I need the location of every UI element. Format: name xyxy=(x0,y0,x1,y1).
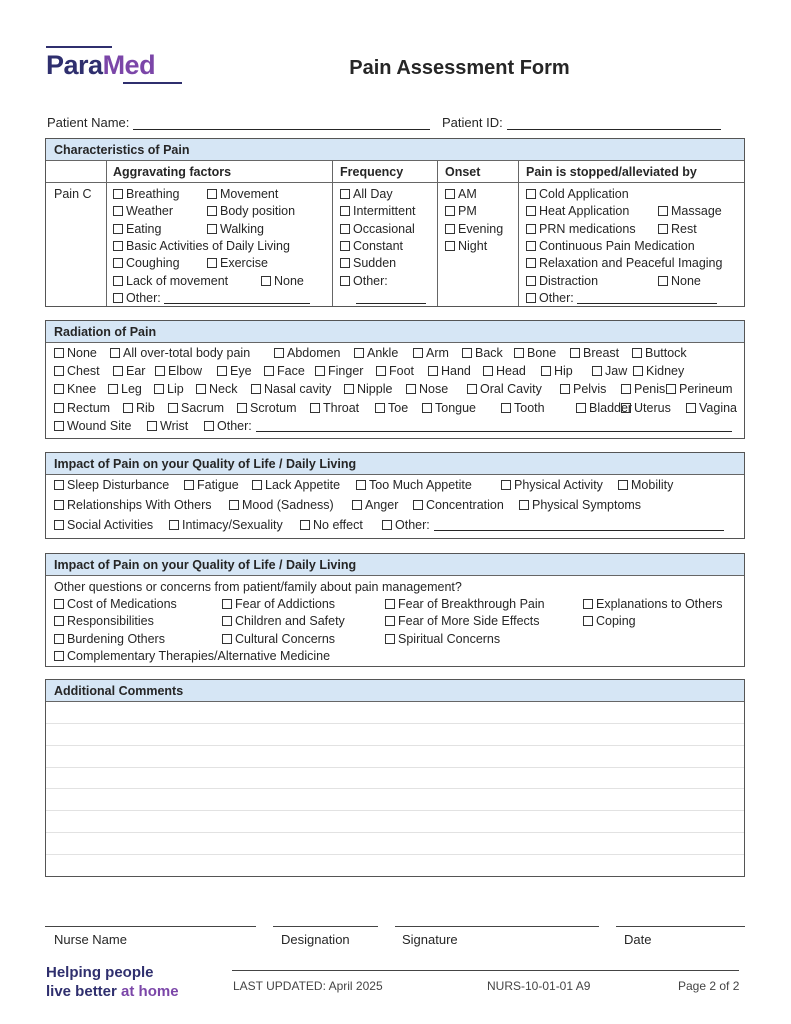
checkbox-option[interactable]: Rectum xyxy=(54,401,110,415)
checkbox-option[interactable]: Neck xyxy=(196,382,237,396)
checkbox-option[interactable]: Sacrum xyxy=(168,401,224,415)
checkbox-icon xyxy=(541,366,551,376)
checkbox-option[interactable]: Throat xyxy=(310,401,359,415)
checkbox-option[interactable]: Arm xyxy=(413,346,449,360)
other-text-field[interactable] xyxy=(434,519,724,531)
checkbox-icon xyxy=(108,384,118,394)
checkbox-option[interactable]: Fatigue xyxy=(184,478,239,492)
checkbox-icon xyxy=(526,276,536,286)
ruled-line xyxy=(46,832,744,833)
comments-section xyxy=(45,679,745,877)
checkbox-option[interactable]: Body position xyxy=(207,204,295,218)
checkbox-option[interactable]: Basic Activities of Daily Living xyxy=(113,239,290,253)
col-frequency: Frequency xyxy=(340,165,404,179)
checkbox-option[interactable]: Kidney xyxy=(633,364,684,378)
checkbox-option[interactable]: Wrist xyxy=(147,419,188,433)
checkbox-option[interactable]: Breathing xyxy=(113,187,180,201)
checkbox-icon xyxy=(428,366,438,376)
checkbox-option[interactable]: Mood (Sadness) xyxy=(229,498,334,512)
checkbox-option[interactable]: Other: xyxy=(382,518,724,532)
checkbox-option[interactable]: Continuous Pain Medication xyxy=(526,239,695,253)
checkbox-option[interactable]: Anger xyxy=(352,498,398,512)
checkbox-option[interactable]: Tooth xyxy=(501,401,545,415)
frequency-other-field[interactable] xyxy=(356,291,426,305)
checkbox-icon xyxy=(576,403,586,413)
checkbox-option[interactable]: Evening xyxy=(445,222,503,236)
checkbox-option[interactable]: Jaw xyxy=(592,364,627,378)
checkbox-option[interactable]: All over-total body pain xyxy=(110,346,250,360)
checkbox-icon xyxy=(54,634,64,644)
ruled-line xyxy=(46,854,744,855)
checkbox-icon xyxy=(519,500,529,510)
checkbox-option[interactable]: Lack Appetite xyxy=(252,478,340,492)
col-aggravating: Aggravating factors xyxy=(113,165,232,179)
checkbox-icon xyxy=(54,520,64,530)
checkbox-option[interactable]: Ear xyxy=(113,364,145,378)
checkbox-option[interactable]: Cold Application xyxy=(526,187,629,201)
checkbox-icon xyxy=(217,366,227,376)
checkbox-option[interactable]: Sudden xyxy=(340,256,396,270)
checkbox-icon xyxy=(207,189,217,199)
checkbox-option[interactable]: Night xyxy=(445,239,487,253)
checkbox-option[interactable]: Ankle xyxy=(354,346,398,360)
checkbox-icon xyxy=(113,258,123,268)
checkbox-icon xyxy=(422,403,432,413)
checkbox-icon xyxy=(445,241,455,251)
checkbox-icon xyxy=(340,189,350,199)
checkbox-option[interactable]: Coughing xyxy=(113,256,180,270)
checkbox-icon xyxy=(526,189,536,199)
date-label: Date xyxy=(624,932,652,947)
checkbox-icon xyxy=(632,348,642,358)
checkbox-option[interactable]: Back xyxy=(462,346,503,360)
checkbox-option[interactable]: Exercise xyxy=(207,256,268,270)
checkbox-icon xyxy=(658,276,668,286)
checkbox-icon xyxy=(54,599,64,609)
checkbox-option[interactable]: Hand xyxy=(428,364,471,378)
checkbox-option[interactable]: Coping xyxy=(583,614,636,628)
checkbox-icon xyxy=(154,384,164,394)
checkbox-option[interactable]: Nipple xyxy=(344,382,392,396)
comments-input-area[interactable] xyxy=(46,702,744,876)
checkbox-icon xyxy=(340,276,350,286)
checkbox-option[interactable]: Penis xyxy=(621,382,665,396)
checkbox-icon xyxy=(207,206,217,216)
checkbox-option[interactable]: Cultural Concerns xyxy=(222,632,335,646)
checkbox-icon xyxy=(666,384,676,394)
checkbox-icon xyxy=(483,366,493,376)
ruled-line xyxy=(46,810,744,811)
signature-label: Signature xyxy=(402,932,458,947)
checkbox-icon xyxy=(340,206,350,216)
checkbox-icon xyxy=(113,189,123,199)
other-text-field[interactable] xyxy=(256,420,732,432)
checkbox-icon xyxy=(54,403,64,413)
checkbox-icon xyxy=(385,599,395,609)
checkbox-icon xyxy=(526,206,536,216)
brand-tagline: Helping people live better at home xyxy=(46,964,179,1000)
checkbox-icon xyxy=(252,480,262,490)
checkbox-option[interactable]: Relationships With Others xyxy=(54,498,212,512)
checkbox-option[interactable]: Complementary Therapies/Alternative Medicine xyxy=(54,649,330,663)
checkbox-option[interactable]: Physical Symptoms xyxy=(519,498,641,512)
checkbox-option[interactable]: Nose xyxy=(406,382,448,396)
checkbox-option[interactable]: Weather xyxy=(113,204,173,218)
checkbox-icon xyxy=(300,520,310,530)
checkbox-option[interactable]: Rib xyxy=(123,401,155,415)
characteristics-section xyxy=(45,138,745,307)
checkbox-icon xyxy=(658,224,668,234)
concerns-section xyxy=(45,553,745,667)
checkbox-option[interactable]: Responsibilities xyxy=(54,614,154,628)
checkbox-option[interactable]: Eye xyxy=(217,364,252,378)
checkbox-option[interactable]: Movement xyxy=(207,187,278,201)
logo-bottom-rule xyxy=(123,82,182,84)
other-text-field[interactable] xyxy=(164,292,310,304)
checkbox-icon xyxy=(147,421,157,431)
checkbox-icon xyxy=(686,403,696,413)
checkbox-option[interactable]: All Day xyxy=(340,187,393,201)
checkbox-option[interactable]: Lip xyxy=(154,382,184,396)
checkbox-option[interactable]: None xyxy=(54,346,97,360)
checkbox-icon xyxy=(222,616,232,626)
checkbox-icon xyxy=(264,366,274,376)
page-title: Pain Assessment Form xyxy=(349,57,570,79)
checkbox-option[interactable]: Knee xyxy=(54,382,96,396)
checkbox-option[interactable]: PM xyxy=(445,204,477,218)
checkbox-option[interactable]: Concentration xyxy=(413,498,504,512)
checkbox-option[interactable]: Wound Site xyxy=(54,419,131,433)
checkbox-option[interactable]: Leg xyxy=(108,382,142,396)
section-header: Impact of Pain on your Quality of Life / Daily Living xyxy=(46,453,744,475)
checkbox-option[interactable]: Eating xyxy=(113,222,161,236)
checkbox-icon xyxy=(113,224,123,234)
nurse-name-label: Nurse Name xyxy=(54,932,127,947)
other-text-field[interactable] xyxy=(577,292,717,304)
patient-name-field[interactable] xyxy=(133,129,430,130)
row-divider xyxy=(46,182,744,183)
checkbox-option[interactable]: Pelvis xyxy=(560,382,606,396)
checkbox-icon xyxy=(54,616,64,626)
checkbox-option[interactable]: Chest xyxy=(54,364,100,378)
checkbox-icon xyxy=(560,384,570,394)
checkbox-option[interactable]: Tongue xyxy=(422,401,476,415)
checkbox-option[interactable]: Distraction xyxy=(526,274,598,288)
radiation-options xyxy=(46,343,744,439)
checkbox-icon xyxy=(113,276,123,286)
checkbox-icon xyxy=(406,384,416,394)
checkbox-option[interactable]: Uterus xyxy=(621,401,671,415)
impact-section xyxy=(45,452,745,539)
checkbox-option[interactable]: Children and Safety xyxy=(222,614,345,628)
checkbox-option[interactable]: Face xyxy=(264,364,305,378)
section-header: Impact of Pain on your Quality of Life / Daily Living xyxy=(46,554,744,576)
patient-name-label: Patient Name: xyxy=(47,115,130,130)
checkbox-option[interactable]: Spiritual Concerns xyxy=(385,632,500,646)
checkbox-option[interactable]: Walking xyxy=(207,222,264,236)
checkbox-icon xyxy=(113,241,123,251)
checkbox-icon xyxy=(462,348,472,358)
checkbox-option[interactable]: Scrotum xyxy=(237,401,297,415)
section-header: Characteristics of Pain xyxy=(46,139,744,161)
checkbox-option[interactable]: Nasal cavity xyxy=(251,382,331,396)
checkbox-icon xyxy=(385,616,395,626)
characteristics-table xyxy=(46,161,744,306)
checkbox-icon xyxy=(54,651,64,661)
checkbox-option[interactable]: Foot xyxy=(376,364,414,378)
patient-id-label: Patient ID: xyxy=(442,115,503,130)
concerns-options xyxy=(46,576,744,667)
checkbox-option[interactable]: Breast xyxy=(570,346,619,360)
checkbox-icon xyxy=(113,366,123,376)
checkbox-icon xyxy=(54,348,64,358)
checkbox-icon xyxy=(501,403,511,413)
checkbox-option[interactable]: Bone xyxy=(514,346,556,360)
checkbox-icon xyxy=(526,293,536,303)
checkbox-option[interactable]: No effect xyxy=(300,518,363,532)
checkbox-icon xyxy=(583,616,593,626)
checkbox-option[interactable]: Lack of movement xyxy=(113,274,228,288)
checkbox-icon xyxy=(113,206,123,216)
checkbox-option[interactable]: Heat Application xyxy=(526,204,629,218)
checkbox-icon xyxy=(413,500,423,510)
checkbox-option[interactable]: Too Much Appetite xyxy=(356,478,472,492)
nurse-name-field[interactable] xyxy=(45,926,256,927)
patient-id-field[interactable] xyxy=(507,129,721,130)
checkbox-option[interactable]: Head xyxy=(483,364,526,378)
checkbox-icon xyxy=(382,520,392,530)
checkbox-option[interactable]: Abdomen xyxy=(274,346,341,360)
checkbox-icon xyxy=(501,480,511,490)
checkbox-icon xyxy=(196,384,206,394)
checkbox-icon xyxy=(445,189,455,199)
checkbox-icon xyxy=(633,366,643,376)
concerns-question: Other questions or concerns from patient/family about pain management? xyxy=(54,580,462,594)
designation-label: Designation xyxy=(281,932,350,947)
checkbox-icon xyxy=(315,366,325,376)
checkbox-icon xyxy=(467,384,477,394)
checkbox-option[interactable]: Buttock xyxy=(632,346,687,360)
logo-wordmark: ParaMed xyxy=(46,50,156,80)
checkbox-icon xyxy=(618,480,628,490)
checkbox-option[interactable]: Hip xyxy=(541,364,573,378)
row-label: Pain C xyxy=(54,187,92,201)
checkbox-icon xyxy=(54,366,64,376)
ruled-line xyxy=(46,745,744,746)
checkbox-icon xyxy=(251,384,261,394)
checkbox-icon xyxy=(514,348,524,358)
checkbox-option[interactable]: Other: xyxy=(340,274,388,288)
checkbox-icon xyxy=(445,206,455,216)
checkbox-icon xyxy=(207,224,217,234)
checkbox-icon xyxy=(583,599,593,609)
checkbox-icon xyxy=(658,206,668,216)
checkbox-option[interactable]: Fear of Addictions xyxy=(222,597,335,611)
checkbox-icon xyxy=(526,224,536,234)
checkbox-icon xyxy=(54,421,64,431)
checkbox-option[interactable]: Physical Activity xyxy=(501,478,603,492)
designation-field[interactable] xyxy=(273,926,378,927)
checkbox-option[interactable]: Bladder xyxy=(576,401,632,415)
checkbox-icon xyxy=(207,258,217,268)
signature-field[interactable] xyxy=(395,926,599,927)
checkbox-option[interactable]: Cost of Medications xyxy=(54,597,177,611)
checkbox-option[interactable]: AM xyxy=(445,187,477,201)
checkbox-option[interactable]: Burdening Others xyxy=(54,632,165,646)
checkbox-option[interactable]: None xyxy=(261,274,304,288)
checkbox-icon xyxy=(344,384,354,394)
checkbox-icon xyxy=(113,293,123,303)
checkbox-icon xyxy=(155,366,165,376)
checkbox-option[interactable]: Social Activities xyxy=(54,518,153,532)
checkbox-icon xyxy=(204,421,214,431)
checkbox-option[interactable]: Elbow xyxy=(155,364,202,378)
section-header: Additional Comments xyxy=(46,680,744,702)
checkbox-icon xyxy=(184,480,194,490)
section-header: Radiation of Pain xyxy=(46,321,744,343)
checkbox-option[interactable]: Perineum xyxy=(666,382,733,396)
checkbox-option[interactable]: Explanations to Others xyxy=(583,597,722,611)
last-updated: LAST UPDATED: April 2025 xyxy=(233,979,383,993)
patient-info-row xyxy=(47,115,727,131)
checkbox-icon xyxy=(222,599,232,609)
checkbox-icon xyxy=(385,634,395,644)
checkbox-icon xyxy=(340,224,350,234)
checkbox-icon xyxy=(570,348,580,358)
ruled-line xyxy=(46,788,744,789)
checkbox-icon xyxy=(54,480,64,490)
checkbox-option[interactable]: PRN medications xyxy=(526,222,636,236)
checkbox-icon xyxy=(526,241,536,251)
checkbox-option[interactable]: Sleep Disturbance xyxy=(54,478,169,492)
page-number: Page 2 of 2 xyxy=(678,979,740,993)
footer-divider xyxy=(232,970,739,971)
checkbox-option[interactable]: Other: xyxy=(204,419,732,433)
checkbox-option[interactable]: Massage xyxy=(658,204,722,218)
logo-top-rule xyxy=(46,46,112,48)
checkbox-icon xyxy=(54,500,64,510)
checkbox-icon xyxy=(261,276,271,286)
checkbox-option[interactable]: Rest xyxy=(658,222,697,236)
checkbox-option[interactable]: None xyxy=(658,274,701,288)
col-onset: Onset xyxy=(445,165,481,179)
impact-options xyxy=(46,475,744,539)
checkbox-option[interactable]: Other: xyxy=(113,291,310,305)
checkbox-icon xyxy=(123,403,133,413)
checkbox-option[interactable]: Constant xyxy=(340,239,403,253)
checkbox-icon xyxy=(356,480,366,490)
checkbox-option[interactable]: Occasional xyxy=(340,222,415,236)
checkbox-icon xyxy=(340,241,350,251)
checkbox-icon xyxy=(445,224,455,234)
checkbox-option[interactable]: Toe xyxy=(375,401,408,415)
document-code: NURS-10-01-01 A9 xyxy=(487,979,591,993)
checkbox-option[interactable]: Intermittent xyxy=(340,204,416,218)
checkbox-icon xyxy=(354,348,364,358)
checkbox-icon xyxy=(621,403,631,413)
checkbox-icon xyxy=(237,403,247,413)
checkbox-icon xyxy=(340,258,350,268)
ruled-line xyxy=(46,767,744,768)
checkbox-icon xyxy=(621,384,631,394)
checkbox-icon xyxy=(168,403,178,413)
checkbox-option[interactable]: Mobility xyxy=(618,478,673,492)
ruled-line xyxy=(46,723,744,724)
checkbox-option[interactable]: Vagina xyxy=(686,401,737,415)
checkbox-option[interactable]: Oral Cavity xyxy=(467,382,542,396)
col-alleviated: Pain is stopped/alleviated by xyxy=(526,165,697,179)
checkbox-icon xyxy=(592,366,602,376)
checkbox-icon xyxy=(54,384,64,394)
checkbox-option[interactable]: Finger xyxy=(315,364,363,378)
checkbox-icon xyxy=(526,258,536,268)
checkbox-icon xyxy=(229,500,239,510)
checkbox-option[interactable]: Intimacy/Sexuality xyxy=(169,518,283,532)
checkbox-icon xyxy=(413,348,423,358)
checkbox-icon xyxy=(352,500,362,510)
checkbox-icon xyxy=(310,403,320,413)
checkbox-option[interactable]: Other: xyxy=(526,291,717,305)
checkbox-icon xyxy=(169,520,179,530)
checkbox-icon xyxy=(222,634,232,644)
checkbox-icon xyxy=(375,403,385,413)
date-field[interactable] xyxy=(616,926,745,927)
checkbox-icon xyxy=(110,348,120,358)
checkbox-icon xyxy=(376,366,386,376)
radiation-section xyxy=(45,320,745,439)
checkbox-option[interactable]: Fear of Breakthrough Pain xyxy=(385,597,545,611)
checkbox-icon xyxy=(274,348,284,358)
checkbox-option[interactable]: Relaxation and Peaceful Imaging xyxy=(526,256,722,270)
checkbox-option[interactable]: Fear of More Side Effects xyxy=(385,614,540,628)
